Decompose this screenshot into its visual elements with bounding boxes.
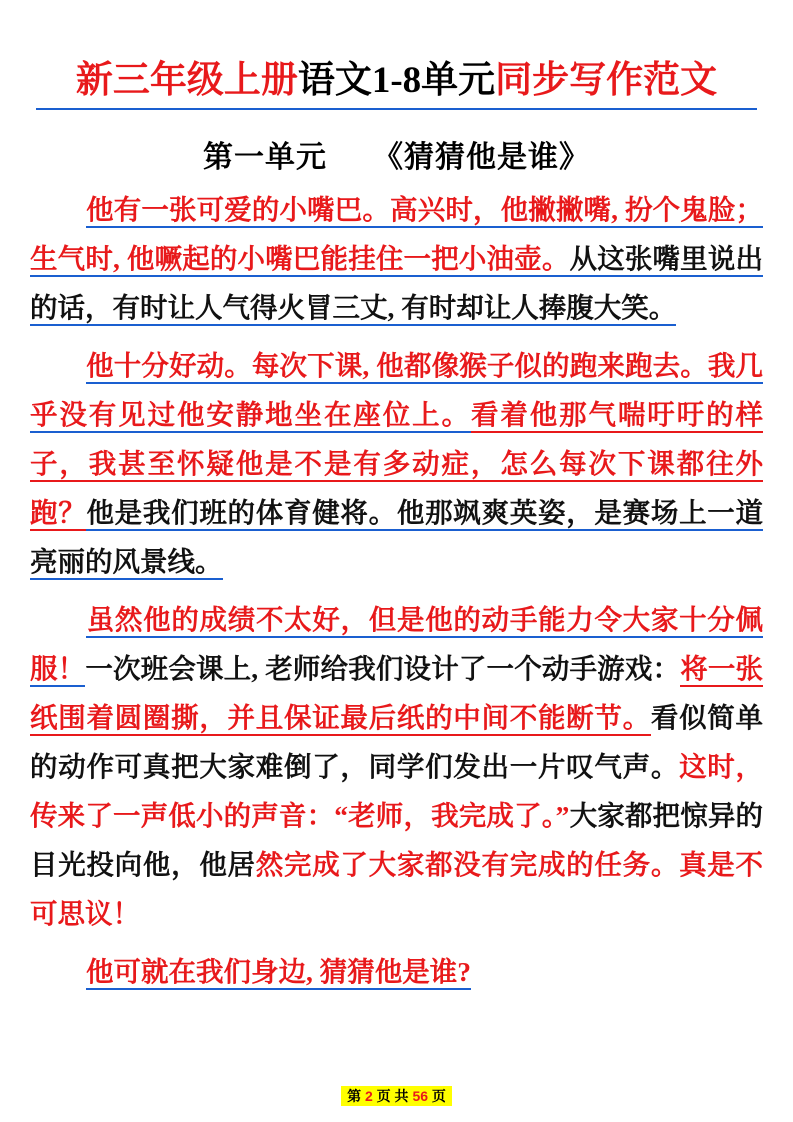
text-segment: 虽然他的成绩不太好，但是他的动手能力令大家十分佩服！ (30, 604, 763, 687)
text-segment: 他有一张可爱的小嘴巴。高兴时，他撇撇嘴, 扮个鬼脸；生气时, 他噘起的小嘴巴能挂住一把小油壶。 (30, 194, 763, 277)
text-segment: 从这张嘴里说出的话，有时让人气得火冒三丈, 有时却让人捧腹大笑。 (30, 243, 763, 326)
paragraph (30, 341, 763, 586)
essay-title: 《猜猜他是谁》 (373, 140, 590, 174)
paragraph (30, 595, 763, 938)
page-number-badge (341, 1086, 452, 1106)
paragraph (30, 947, 763, 996)
footer-prefix: 第 (347, 1088, 362, 1104)
footer-current-page: 2 (364, 1088, 373, 1104)
text-segment: 他十分好动。每次下课, 他都像猴子似的跑来跑去。我几乎没有见过他安静地坐在座位上。 (30, 350, 763, 433)
paragraph (30, 185, 763, 332)
text-segment: 然完成了大家都没有完成的任务。真是不可思议！ (30, 848, 764, 929)
unit-heading (30, 132, 763, 176)
text-segment: 看似简单的动作可真把大家难倒了，同学们发出一片叹气声。 (30, 701, 764, 782)
footer-suffix: 页 (431, 1088, 446, 1104)
document-body (30, 185, 763, 996)
text-segment: 这时，传来了一声低小的声音：“老师，我完成了。” (30, 750, 764, 831)
page-footer (0, 1086, 793, 1106)
title-underline-rule (36, 108, 757, 110)
text-segment: 看着他那气喘吁吁的样子，我甚至怀疑他是不是有多动症，怎么每次下课都往外跑？ (30, 399, 763, 531)
title-part-2: 语文1-8单元 (297, 60, 496, 101)
unit-label: 第一单元 (203, 140, 327, 174)
title-part-3: 同步写作范文 (495, 60, 718, 101)
text-segment: 将一张纸围着圆圈撕，并且保证最后纸的中间不能断节。 (30, 653, 763, 736)
title-part-1: 新三年级上册 (75, 60, 298, 101)
text-segment: 他是我们班的体育健将。他那飒爽英姿，是赛场上一道亮丽的风景线。 (30, 497, 763, 580)
text-segment: 大家都把惊异的目光投向他，他居 (30, 799, 764, 880)
footer-middle: 页 共 (376, 1088, 409, 1104)
text-segment: 他可就在我们身边, 猜猜他是谁? (86, 956, 471, 990)
page-title (30, 60, 763, 103)
footer-total-pages: 56 (412, 1088, 429, 1104)
text-segment: 一次班会课上, 老师给我们设计了一个动手游戏： (85, 652, 681, 684)
